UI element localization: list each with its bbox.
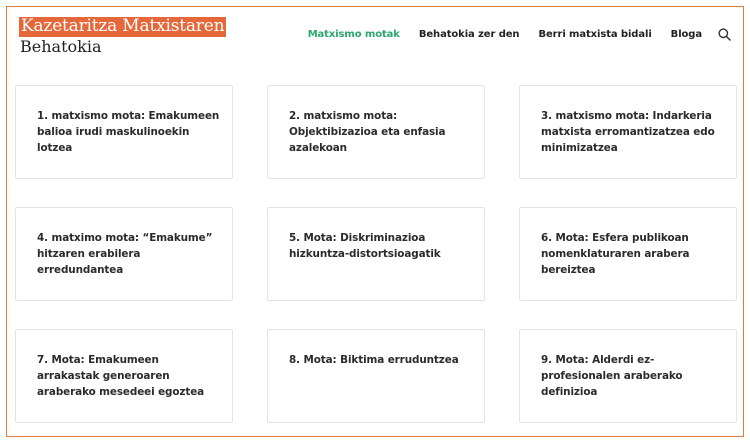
article-card-6[interactable] bbox=[519, 207, 737, 301]
site-logo[interactable] bbox=[19, 17, 226, 55]
article-card-4[interactable] bbox=[15, 207, 233, 301]
site-header bbox=[7, 7, 743, 71]
site-title-line1[interactable]: Kazetaritza Matxistaren bbox=[21, 16, 225, 36]
article-card-title[interactable]: 8. Mota: Biktima erruduntzea bbox=[289, 354, 459, 366]
article-card-5[interactable] bbox=[267, 207, 485, 301]
article-card-title[interactable]: 1. matxismo mota: Emakumeen balioa irudi maskulinoekin lotzea bbox=[37, 110, 220, 154]
article-card-title[interactable]: 9. Mota: Alderdi ez-profesionalen araberako definizioa bbox=[541, 354, 683, 398]
page-frame bbox=[6, 6, 744, 437]
site-title-line2[interactable]: Behatokia bbox=[20, 37, 102, 56]
article-card-title[interactable]: 3. matxismo mota: Indarkeria matxista erromantizatzea edo minimizatzea bbox=[541, 110, 715, 154]
article-card-title[interactable]: 6. Mota: Esfera publikoan nomenklaturaren arabera bereiztea bbox=[541, 232, 690, 276]
article-card-title[interactable]: 7. Mota: Emakumeen arrakastak generoaren araberako mesedeei egoztea bbox=[37, 354, 205, 398]
nav-item-berri-matxista-bidali[interactable]: Berri matxista bidali bbox=[538, 28, 652, 40]
article-card-1[interactable] bbox=[15, 85, 233, 179]
nav-item-matxismo-motak[interactable]: Matxismo motak bbox=[307, 28, 400, 40]
article-card-7[interactable] bbox=[15, 329, 233, 423]
search-icon[interactable] bbox=[717, 27, 731, 41]
article-card-title[interactable]: 4. matximo mota: “Emakume” hitzaren erabilera erredundantea bbox=[37, 232, 213, 276]
article-card-8[interactable] bbox=[267, 329, 485, 423]
article-grid bbox=[15, 85, 737, 423]
article-card-title[interactable]: 5. Mota: Diskriminazioa hizkuntza-distortsioagatik bbox=[289, 232, 441, 260]
article-card-2[interactable] bbox=[267, 85, 485, 179]
article-card-title[interactable]: 2. matxismo mota: Objektibizazioa eta enfasia azalekoan bbox=[289, 110, 446, 154]
article-card-3[interactable] bbox=[519, 85, 737, 179]
article-card-9[interactable] bbox=[519, 329, 737, 423]
main-nav bbox=[289, 27, 731, 41]
nav-item-bloga[interactable]: Bloga bbox=[670, 28, 702, 40]
nav-item-behatokia-zer-den[interactable]: Behatokia zer den bbox=[418, 28, 520, 40]
